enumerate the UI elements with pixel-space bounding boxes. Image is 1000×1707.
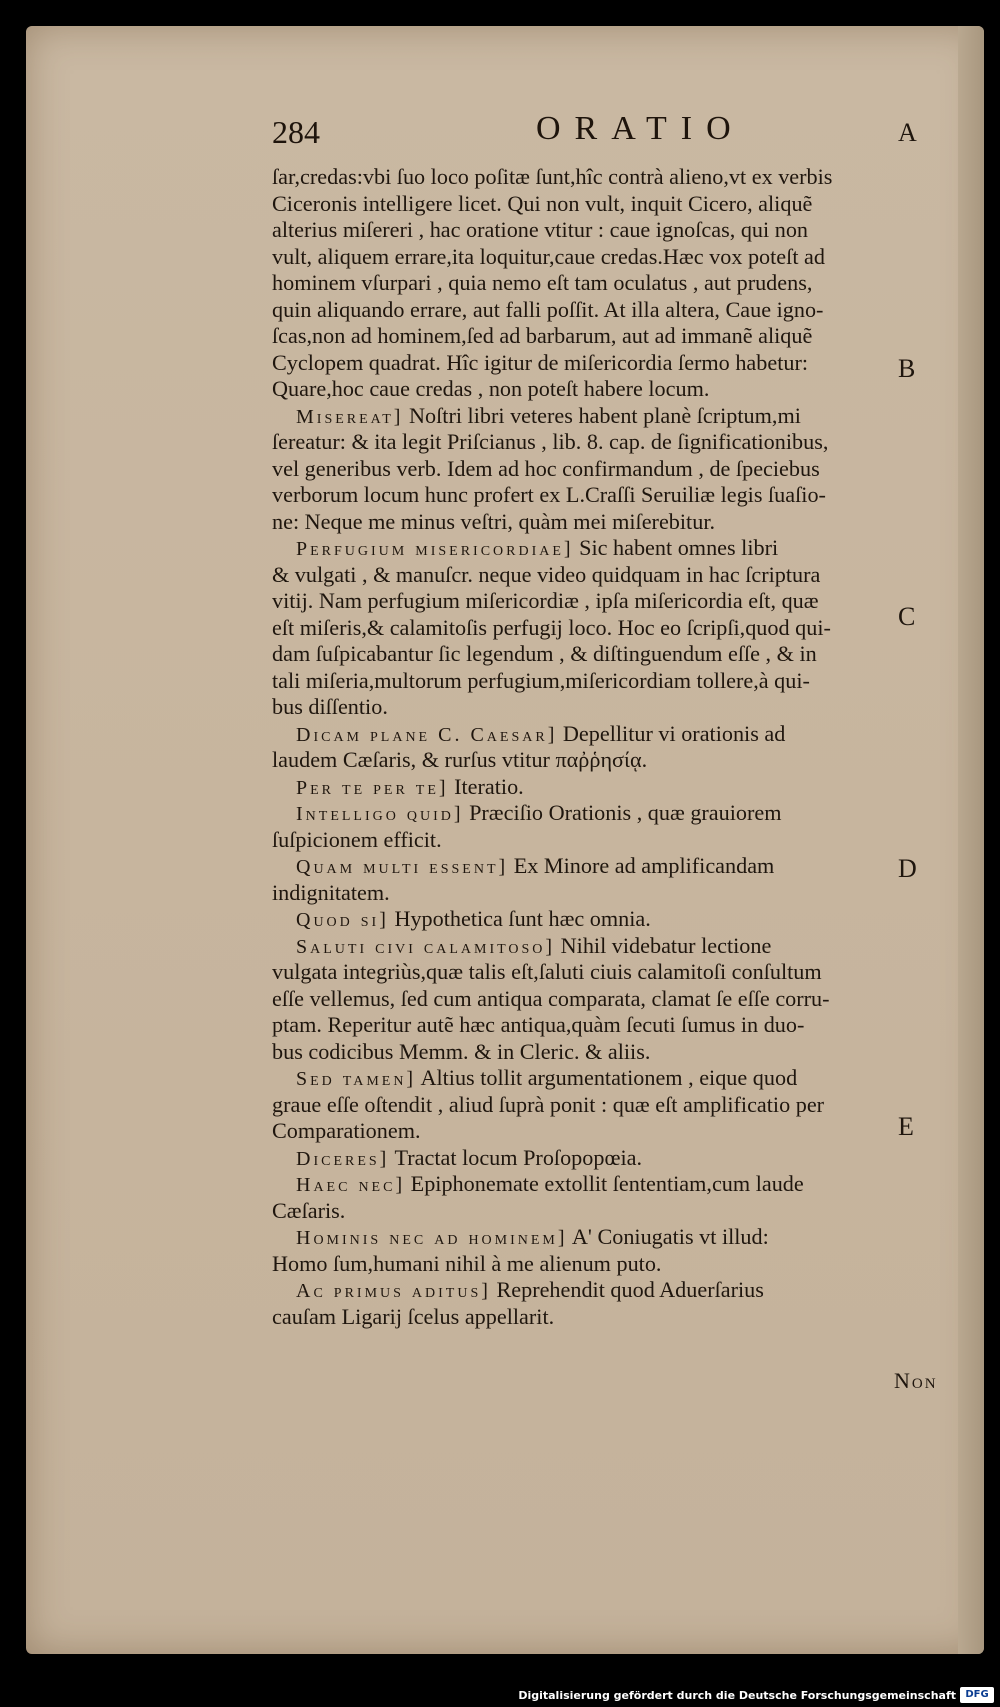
text-line — [272, 1012, 972, 1039]
line-text: ptam. Reperitur autẽ hæc antiqua,quàm ſecuti ſumus in duo- — [272, 1012, 805, 1037]
paragraph — [272, 164, 972, 403]
text-line — [272, 429, 972, 456]
text-block — [272, 164, 972, 1330]
page-header — [26, 110, 984, 158]
line-text: Cyclopem quadrat. Hîc igitur de miſericordia ſermo habetur: — [272, 349, 809, 375]
paragraph — [272, 774, 972, 801]
paragraph — [272, 721, 972, 774]
line-text: Homo ſum,humani nihil à me alienum puto. — [272, 1250, 662, 1276]
text-line — [272, 827, 972, 854]
paragraph — [272, 800, 972, 853]
text-line — [272, 986, 972, 1013]
text-line — [272, 350, 972, 377]
line-text: Hypothetica ſunt hæc omnia. — [394, 906, 651, 931]
text-line — [272, 535, 972, 562]
lemma: Sed tamen] — [296, 1068, 417, 1090]
text-line — [272, 1304, 972, 1331]
text-line — [272, 270, 972, 297]
text-line — [272, 1224, 972, 1251]
line-text: bus diſſentio. — [272, 694, 388, 719]
line-text: & vulgati , & manuſcr. neque video quidquam in hac ſcriptura — [272, 561, 821, 587]
digitization-credit: Digitalisierung gefördert durch die Deutsche Forschungsgemeinschaft — [518, 1689, 956, 1702]
line-text: Quare,hoc caue credas , non poteſt habere locum. — [272, 376, 710, 401]
text-line — [272, 376, 972, 403]
line-text: Depellitur vi orationis ad — [562, 720, 786, 746]
text-line — [272, 562, 972, 589]
text-line — [272, 721, 972, 748]
line-text: vel generibus verb. Idem ad hoc confirmandum , de ſpeciebus — [272, 455, 820, 481]
text-line — [272, 615, 972, 642]
lemma: Diceres] — [296, 1147, 390, 1170]
lemma: Hominis nec ad hominem] — [296, 1227, 568, 1249]
line-text: graue eſſe oſtendit , aliud ſuprà ponit : quæ eſt amplificatio per — [272, 1091, 825, 1117]
text-line — [272, 906, 972, 933]
paragraph — [272, 906, 972, 933]
lemma: Quam multi essent] — [296, 856, 509, 878]
lemma: Per te per te] — [296, 776, 449, 799]
line-text: bus codicibus Memm. & in Cleric. & aliis. — [272, 1038, 651, 1064]
line-text: Altius tollit argumentationem , eique quod — [420, 1065, 798, 1090]
text-line — [272, 1251, 972, 1278]
text-line — [272, 403, 972, 430]
paragraph — [272, 933, 972, 1066]
line-text: Comparationem. — [272, 1118, 421, 1143]
line-text: ſar,credas:vbi ſuo loco poſitæ ſunt,hîc contrà alieno,vt ex verbis — [272, 164, 833, 189]
line-text: laudem Cæſaris, & rurſus vtitur παῤῥησίᾳ. — [272, 747, 648, 772]
book-page — [26, 26, 984, 1654]
text-line — [272, 297, 972, 324]
line-text: eſt miſeris,& calamitoſis perfugij loco. Hoc eo ſcripſi,quod qui- — [272, 614, 831, 640]
text-line — [272, 164, 972, 191]
margin-letter-a: A — [898, 118, 917, 147]
line-text: Iteratio. — [454, 773, 524, 799]
lemma: Dicam plane C. Caesar] — [296, 723, 558, 746]
text-line — [272, 694, 972, 721]
line-text: Sic habent omnes libri — [579, 535, 779, 560]
line-text: hominem vſurpari , quia nemo eſt tam oculatus , aut prudens, — [272, 270, 813, 295]
lemma: Misereat] — [296, 405, 404, 428]
line-text: dam ſuſpicabantur ſic legendum , & diſtinguendum eſſe , & in — [272, 641, 817, 666]
line-text: ſuſpicionem efficit. — [272, 826, 442, 852]
text-line — [272, 191, 972, 218]
line-text: vult, aliquem errare,ita loquitur,caue credas.Hæc vox poteſt ad — [272, 243, 825, 269]
paragraph — [272, 1065, 972, 1145]
line-text: A' Coniugatis vt illud: — [571, 1224, 769, 1249]
text-line — [272, 456, 972, 483]
paragraph — [272, 1277, 972, 1330]
text-line — [272, 641, 972, 668]
line-text: ſereatur: & ita legit Priſcianus , lib. 8. cap. de ſignificationibus, — [272, 429, 829, 454]
running-title: ORATIO — [536, 110, 745, 147]
line-text: Præciſio Orationis , quæ grauiorem — [469, 800, 782, 825]
lemma: Intelligo quid] — [296, 803, 464, 825]
margin-letter-e: E — [898, 1112, 914, 1141]
text-line — [272, 1145, 972, 1172]
text-line — [272, 323, 972, 350]
line-text: tali miſeria,multorum perfugium,miſericordiam tollere,à qui- — [272, 667, 810, 693]
line-text: vitij. Nam perfugium miſericordiæ , ipſa miſericordia eſt, quæ — [272, 588, 819, 613]
text-line — [272, 774, 972, 801]
text-line — [272, 1171, 972, 1198]
lemma: Ac primus aditus] — [296, 1280, 491, 1302]
text-line — [272, 933, 972, 960]
line-text: cauſam Ligarij ſcelus appellarit. — [272, 1303, 555, 1329]
text-line — [272, 1277, 972, 1304]
line-text: Ciceronis intelligere licet. Qui non vult, inquit Cicero, aliquẽ — [272, 190, 813, 216]
margin-letter-c: C — [898, 602, 916, 631]
paragraph — [272, 1145, 972, 1172]
text-line — [272, 1065, 972, 1092]
text-line — [272, 959, 972, 986]
line-text: eſſe vellemus, ſed cum antiqua comparata, clamat ſe eſſe corru- — [272, 985, 830, 1011]
text-line — [272, 1039, 972, 1066]
lemma: Saluti civi calamitoso] — [296, 935, 556, 958]
dfg-logo: DFG — [960, 1687, 994, 1703]
catchword: Non — [894, 1368, 938, 1393]
line-text: quin aliquando errare, aut falli poſſit. At illa altera, Caue igno- — [272, 296, 824, 322]
text-line — [272, 1092, 972, 1119]
paragraph — [272, 403, 972, 536]
text-line — [272, 1198, 972, 1225]
line-text: indignitatem. — [272, 879, 390, 905]
text-line — [272, 1118, 972, 1145]
text-line — [272, 800, 972, 827]
line-text: Noſtri libri veteres habent planè ſcriptum,mi — [409, 402, 801, 428]
lemma: Quod si] — [296, 909, 389, 931]
paragraph — [272, 1171, 972, 1224]
text-line — [272, 244, 972, 271]
paragraph — [272, 535, 972, 721]
footer-bar — [0, 1681, 1000, 1707]
line-text: vulgata integriùs,quæ talis eſt,ſaluti ciuis calamitoſi conſultum — [272, 959, 822, 984]
text-line — [272, 668, 972, 695]
text-line — [272, 217, 972, 244]
line-text: ne: Neque me minus veſtri, quàm mei miſerebitur. — [272, 508, 716, 534]
text-line — [272, 853, 972, 880]
margin-letter-b: B — [898, 354, 916, 383]
lemma: Haec nec] — [296, 1174, 406, 1196]
line-text: Cæſaris. — [272, 1197, 346, 1223]
text-line — [272, 482, 972, 509]
text-line — [272, 747, 972, 774]
line-text: Reprehendit quod Aduerſarius — [496, 1277, 764, 1302]
line-text: Nihil videbatur lectione — [560, 932, 772, 958]
margin-letter-d: D — [898, 854, 917, 883]
line-text: ſcas,non ad hominem,ſed ad barbarum, aut ad immanẽ aliquẽ — [272, 323, 813, 348]
page-number: 284 — [272, 114, 320, 150]
text-line — [272, 509, 972, 536]
line-text: Tractat locum Proſopopœia. — [394, 1144, 643, 1170]
text-line — [272, 588, 972, 615]
line-text: alterius miſereri , hac oratione vtitur : caue ignoſcas, qui non — [272, 217, 809, 242]
line-text: verborum locum hunc profert ex L.Craſſi Seruiliæ legis ſuaſio- — [272, 482, 826, 507]
paragraph — [272, 853, 972, 906]
line-text: Epiphonemate extollit ſententiam,cum laude — [410, 1171, 804, 1196]
lemma: Perfugium misericordiae] — [296, 538, 574, 560]
line-text: Ex Minore ad amplificandam — [513, 853, 775, 878]
paragraph — [272, 1224, 972, 1277]
text-line — [272, 880, 972, 907]
